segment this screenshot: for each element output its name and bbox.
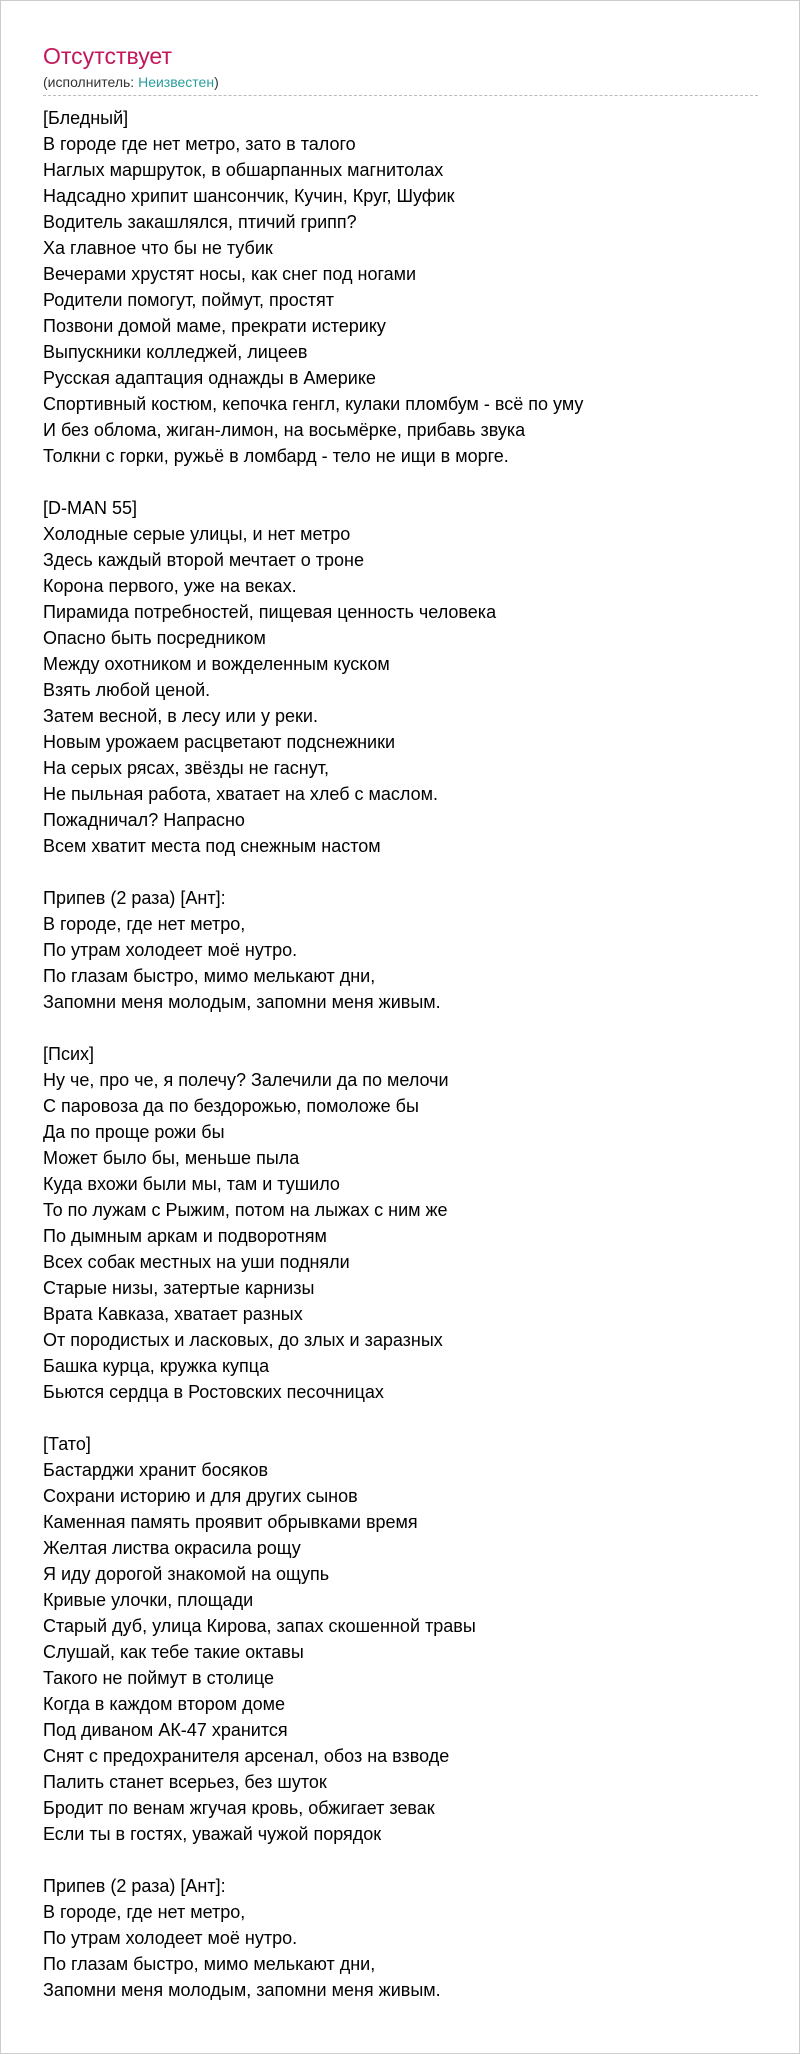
lyric-line: Русская адаптация однажды в Америке [43,368,376,388]
lyric-line: По глазам быстро, мимо мелькают дни, [43,966,376,986]
lyric-line: Ну че, про че, я полечу? Залечили да по мелочи [43,1070,449,1090]
lyric-line: Здесь каждый второй мечтает о троне [43,550,364,570]
lyric-line: По утрам холодеет моё нутро. [43,1928,298,1948]
lyric-line: В городе где нет метро, зато в талого [43,134,356,154]
lyric-line: Башка курца, кружка купца [43,1356,270,1376]
lyric-line: Старые низы, затертые карнизы [43,1278,315,1298]
lyric-line: Пирамида потребностей, пищевая ценность человека [43,602,497,622]
lyric-line: Слушай, как тебе такие октавы [43,1642,304,1662]
lyric-line: Не пыльная работа, хватает на хлеб с маслом. [43,784,439,804]
lyric-line: Может было бы, меньше пыла [43,1148,300,1168]
stanza-break [43,1847,763,1873]
lyric-line: То по лужам с Рыжим, потом на лыжах с ним же [43,1200,448,1220]
lyric-line: Да по проще рожи бы [43,1122,225,1142]
artist-line [43,73,758,96]
lyric-line: Ха главное что бы не тубик [43,238,273,258]
lyric-line: Кривые улочки, площади [43,1590,254,1610]
lyric-line: [D-MAN 55] [43,498,138,518]
lyric-line: Сохрани историю и для других сынов [43,1486,358,1506]
lyric-line: От породистых и ласковых, до злых и заразных [43,1330,443,1350]
lyric-line: Куда вхожи были мы, там и тушило [43,1174,340,1194]
lyric-line: Затем весной, в лесу или у реки. [43,706,318,726]
lyric-line: Пожадничал? Напрасно [43,810,245,830]
lyric-line: И без облома, жиган-лимон, на восьмёрке, прибавь звука [43,420,526,440]
lyric-line: Я иду дорогой знакомой на ощупь [43,1564,330,1584]
lyric-line: Выпускники колледжей, лицеев [43,342,308,362]
lyric-line: По утрам холодеет моё нутро. [43,940,298,960]
lyric-line: Врата Кавказа, хватает разных [43,1304,303,1324]
lyric-line: Запомни меня молодым, запомни меня живым. [43,1980,441,2000]
lyric-line: Бродит по венам жгучая кровь, обжигает зевак [43,1798,435,1818]
lyric-line: Холодные серые улицы, и нет метро [43,524,351,544]
lyric-line: Всем хватит места под снежным настом [43,836,381,856]
lyric-line: Корона первого, уже на веках. [43,576,297,596]
lyric-line: Припев (2 раза) [Ант]: [43,888,226,908]
lyrics-text [43,105,763,2003]
lyric-line: Такого не поймут в столице [43,1668,274,1688]
lyric-line: [Бледный] [43,108,129,128]
lyric-line: Позвони домой маме, прекрати истерику [43,316,386,336]
stanza-break [43,1405,763,1431]
artist-link[interactable]: Неизвестен [138,74,215,90]
artist-prefix: (исполнитель: [43,74,139,90]
lyric-line: В городе, где нет метро, [43,1902,246,1922]
lyric-line: Старый дуб, улица Кирова, запах скошенной травы [43,1616,476,1636]
stanza-break [43,469,763,495]
artist-suffix: ) [214,74,219,90]
lyric-line: Всех собак местных на уши подняли [43,1252,350,1272]
lyric-line: Бастарджи хранит босяков [43,1460,269,1480]
lyric-line: [Тато] [43,1434,91,1454]
lyric-line: Родители помогут, поймут, простят [43,290,335,310]
lyric-line: Между охотником и вожделенным куском [43,654,390,674]
stanza-break [43,1015,763,1041]
lyric-line: Вечерами хрустят носы, как снег под ногами [43,264,417,284]
lyric-line: Желтая листва окрасила рощу [43,1538,301,1558]
lyric-line: По дымным аркам и подворотням [43,1226,327,1246]
lyric-line: Спортивный костюм, кепочка генгл, кулаки пломбум - всё по уму [43,394,584,414]
lyric-line: Надсадно хрипит шансончик, Кучин, Круг, Шуфик [43,186,455,206]
lyric-line: Каменная память проявит обрывками время [43,1512,418,1532]
lyric-line: Палить станет всерьез, без шуток [43,1772,327,1792]
lyric-line: Если ты в гостях, уважай чужой порядок [43,1824,382,1844]
lyric-line: С паровоза да по бездорожью, помоложе бы [43,1096,419,1116]
lyric-line: Опасно быть посредником [43,628,266,648]
lyric-line: Под диваном АК-47 хранится [43,1720,288,1740]
lyric-line: [Псих] [43,1044,94,1064]
lyric-line: Когда в каждом втором доме [43,1694,286,1714]
lyric-line: Новым урожаем расцветают подснежники [43,732,396,752]
lyric-line: На серых рясах, звёзды не гаснут, [43,758,329,778]
lyric-line: Припев (2 раза) [Ант]: [43,1876,226,1896]
lyric-line: В городе, где нет метро, [43,914,246,934]
lyric-line: По глазам быстро, мимо мелькают дни, [43,1954,376,1974]
lyric-line: Наглых маршруток, в обшарпанных магнитолах [43,160,444,180]
stanza-break [43,859,763,885]
lyric-line: Взять любой ценой. [43,680,211,700]
song-title: Отсутствует [43,43,172,69]
lyric-line: Снят с предохранителя арсенал, обоз на взводе [43,1746,450,1766]
lyric-line: Бьются сердца в Ростовских песочницах [43,1382,384,1402]
lyric-line: Запомни меня молодым, запомни меня живым. [43,992,441,1012]
lyric-line: Толкни с горки, ружьё в ломбард - тело не ищи в морге. [43,446,509,466]
song-header [43,41,758,96]
lyric-line: Водитель закашлялся, птичий грипп? [43,212,357,232]
